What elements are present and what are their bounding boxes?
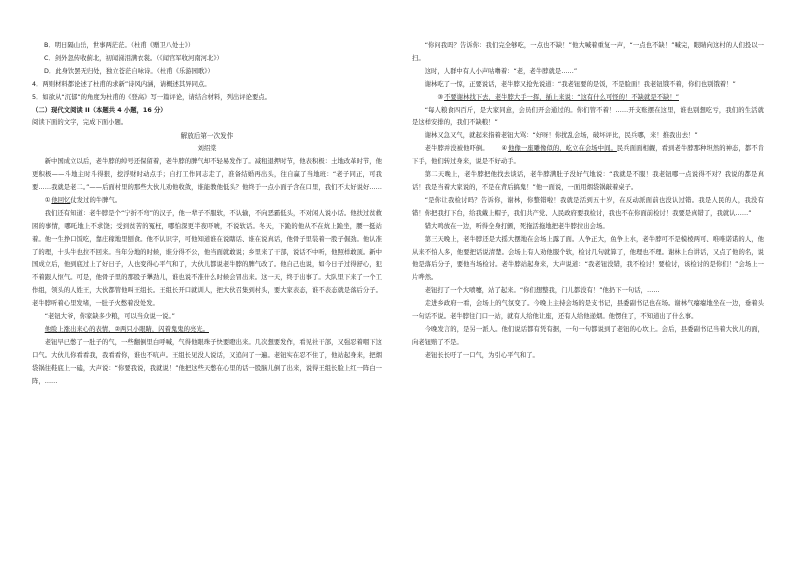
paragraph-text: 仗发过的牛脾气。 (70, 196, 122, 204)
right-column (412, 40, 764, 363)
right-paragraph-6: 谢林又急又气，就起来指着老钮大骂：“好呀！你扰乱会场，破坏评比，民兵哪，来！推我出去！” (424, 132, 698, 140)
reading-instruction: 阅读下面的文字，完成下面小题。 (32, 119, 128, 127)
right-paragraph-9: “是你让我检讨吗？告诉你，谢林，你整错啦！我就是活到五十岁，在反动派面前也没认过错。我是人民的人，我没有错！你把我打下台，给我戴上帽子，我们共产党、人民政府要我检讨，我也不在你面前检讨！我要是真错了，我就认……” (412, 196, 764, 217)
question-4: 4．两则材料都论述了杜甫的求新”诗风内涵，请概述其异同点。 (32, 80, 211, 88)
story-title: 解放后第一次发作 (180, 132, 234, 141)
underlined-sentence-3: 不要谢林找下去，老牛脖大手一挥，插上来说：“这有什么可怪的！不缺就是不缺！” (444, 93, 680, 101)
marker-3: ③ (437, 93, 444, 101)
right-paragraph-1: “你问我吗？告诉你：我们完全够吃，一点也不缺！”他大喊着重复一声，“一点也不缺！”喊完，眼睛向这村的人们投以一扫。 (412, 42, 764, 62)
story-paragraph-underlined (32, 324, 382, 337)
right-paragraph-3: 谢林吃了一惊，正要说话，老牛脖又抢先说道：“我老钮要的是饭，不是脸面！我老钮饿不着，你们也别饿着！” (424, 80, 736, 88)
paragraph-text: 老牛脖并没被他吓倒。 (424, 145, 489, 153)
underlined-sentence-1: 他回忆 (51, 196, 71, 204)
story-author: 刘绍棠 (197, 145, 217, 153)
question-5: 5．如欲从“沉郁”的角度为杜甫的《登高》写一篇评论，请结合材料，列出评论要点。 (32, 93, 271, 101)
right-paragraph-11: 第三天晚上，老牛脖还是大摇大摆地在会场上露了面。人争正大，鱼争上水，老牛脖可不是模棱两可、唯唯诺诺的人，他从来不怕人多，他要把话说清楚。会场上有人劝他服个软，检讨几句就算了，他理也不理。谢林上台讲话，又点了他的名，说他是落后分子，要他当场检讨。老牛脖站起身来，大声说道：“我老钮没错，我不检讨！要检讨，该检讨的是你们！”会场上一片哗然。 (412, 235, 764, 282)
right-paragraph-8: 第二天晚上，老牛脖把他找去谈话，老牛脖满肚子没好气地说：“我就是不服！我老钮哪一点说得不对？我说的都是真话！我是当着大家说的，不是在背后搞鬼！”他一面说，一面用烟袋锅敲着桌子。 (412, 171, 764, 191)
underlined-sentence-4: 他像一座雕像似的，屹立在会场中间。 (508, 145, 617, 153)
marker-1: ① (44, 196, 51, 204)
section-heading: （二）现代文阅读 II（本题共 4 小题，16 分） (32, 106, 167, 114)
right-paragraph-14: 今晚发言的，是另一派人。他们说话都有凭有据，一句一句都说到了老钮的心坎上。会后，县委副书记当着大伙儿的面，向老钮赔了不是。 (412, 325, 764, 346)
story-paragraph-2: 我们还有知道：老牛脖是个“宁折不弯”的汉子，他一辈子不服软，不认输，不向恶霸低头，不对闲人说小话。他扶过贫救困的事情，哪吒地上不求饶；受到贫苦的冤枉，哪怕深更半夜吓唬，不说软话。冬天，下跪的他从不在炕上跪坐，腰一挺站着。他一生挣口饭吃，靠庄稼地里刨食。他不认识字，可他知道谁在说瞎话、谁在说真话，他骨子里装着一股子倔劲。他认准了的理，十头牛也拉不回来。当年分地的时候，谁分得不公，他当面就敢说；乡里来了干部，说话不中听，他照样敢顶。新中国成立后，他到底过上了好日子，人也变得心平气和了，大伙儿都说老牛脖的脾气改了。他自己也说，如今日子过得舒心，犯不着跟人怄气。可是，他骨子里的那股子犟劲儿，谁也说不准什么时候会冒出来。这一天，终于出事了。大队里下来了一个工作组，领头的人姓王，大伙都管他叫王组长。王组长开口就训人，把大伙召集到村头，要大家表态，谁不表态就是落后分子。老牛脖听着心里发堵，一肚子火憋着没处发。 (32, 209, 382, 308)
story-paragraph-1 (32, 156, 382, 208)
option-d: D．此身饮罢无归处，独立苍茫自咏诗。（杜甫《乐游园歌》） (44, 67, 214, 75)
option-c: C．剑外忽传收蓟北，初闻涕泪满衣裳。（《闻官军收河南河北》） (44, 54, 223, 62)
right-paragraph-13: 走进乡政府一看，会场上的气氛变了。今晚上主持会场的是支书记，县委副书记也在场。谢林气瘪瘪地坐在一边，垂着头一句话不说。老牛脖往门口一站，就有人给他让座，还有人给他递烟。他愣住了，不知道出了什么事。 (412, 300, 764, 321)
story-paragraph-3: 老钮早已憋了一肚子的气，一些翻倒里白呼喊，气得他眼珠子快要瞪出来。几次想要发作，看见社干部，又强忍着咽下这口气。大伙儿你看看我，我看看你，谁也不吭声。王组长见没人说话，又追问了一遍。老钮实在忍不住了，他站起身来，把烟袋锅往鞋底上一磕，大声说：“你要我说，我就说！”他把这些天憋在心里的话一股脑儿倒了出来，说得王组长脸上红一阵白一阵，…… (32, 338, 382, 385)
right-paragraph-2: 这时，人群中有人小声咕噜着：“老，老牛脖就是……” (424, 67, 578, 75)
underlined-sentence-2: 他脸上涨出来心的表情，②两只小眼睛，闪着鬼鬼的亮光。 (44, 325, 209, 333)
right-paragraph-4 (412, 92, 764, 105)
right-paragraph-10: 错大鸣放在一边，听得全身打颤，死拖活拖地把老牛脖拉出会场。 (424, 222, 609, 230)
paragraph-text: 新中国成立以后，老牛脖的绰号还保留着，老牛脖的脾气却不轻易发作了。减租退押时节，他表积极：土地改革时节，他更积极——斗地主时斗得狠，挖浮财时动点手；自打工作同志走了，准备结婚再出头，往自赢了当地班：“老子同正，可我要……我就是老二。”——后面村里的那些大伙儿劝他收敛，谁能教他低头？他终于一点小面子含在口里，我们不太好说好…… (32, 158, 382, 191)
right-paragraph-15: 老钮长长吁了一口气，为引心平气和了。 (424, 351, 539, 359)
right-paragraph-5: “每人粮食四百斤，是大家同意，会员们开会通过的。你们管不着！……开支账摆在这里，谁也别想吃亏，我们的生活就是这样安排的，我们不缺粮！” (412, 106, 764, 127)
right-paragraph-12: 老钮打了一个大喷嚏，站了起来。“你们想整我，门儿都没有！”他扔下一句话，…… (424, 287, 660, 295)
paragraph-text: 民兵面面相觑，看到老牛脖那种坦然的神态，都不肯下手，他们转过身来，说是不好动手。 (412, 145, 764, 166)
left-column (32, 40, 382, 388)
story-quote: “老钮大爷，你家缺多少粮，可以当众说一说。” (44, 313, 175, 321)
option-b: B．明日隔山岳，世事两茫茫。（杜甫《赠卫八处士》） (44, 42, 195, 49)
marker-4: ④ (501, 145, 508, 153)
right-paragraph-7 (412, 143, 764, 169)
